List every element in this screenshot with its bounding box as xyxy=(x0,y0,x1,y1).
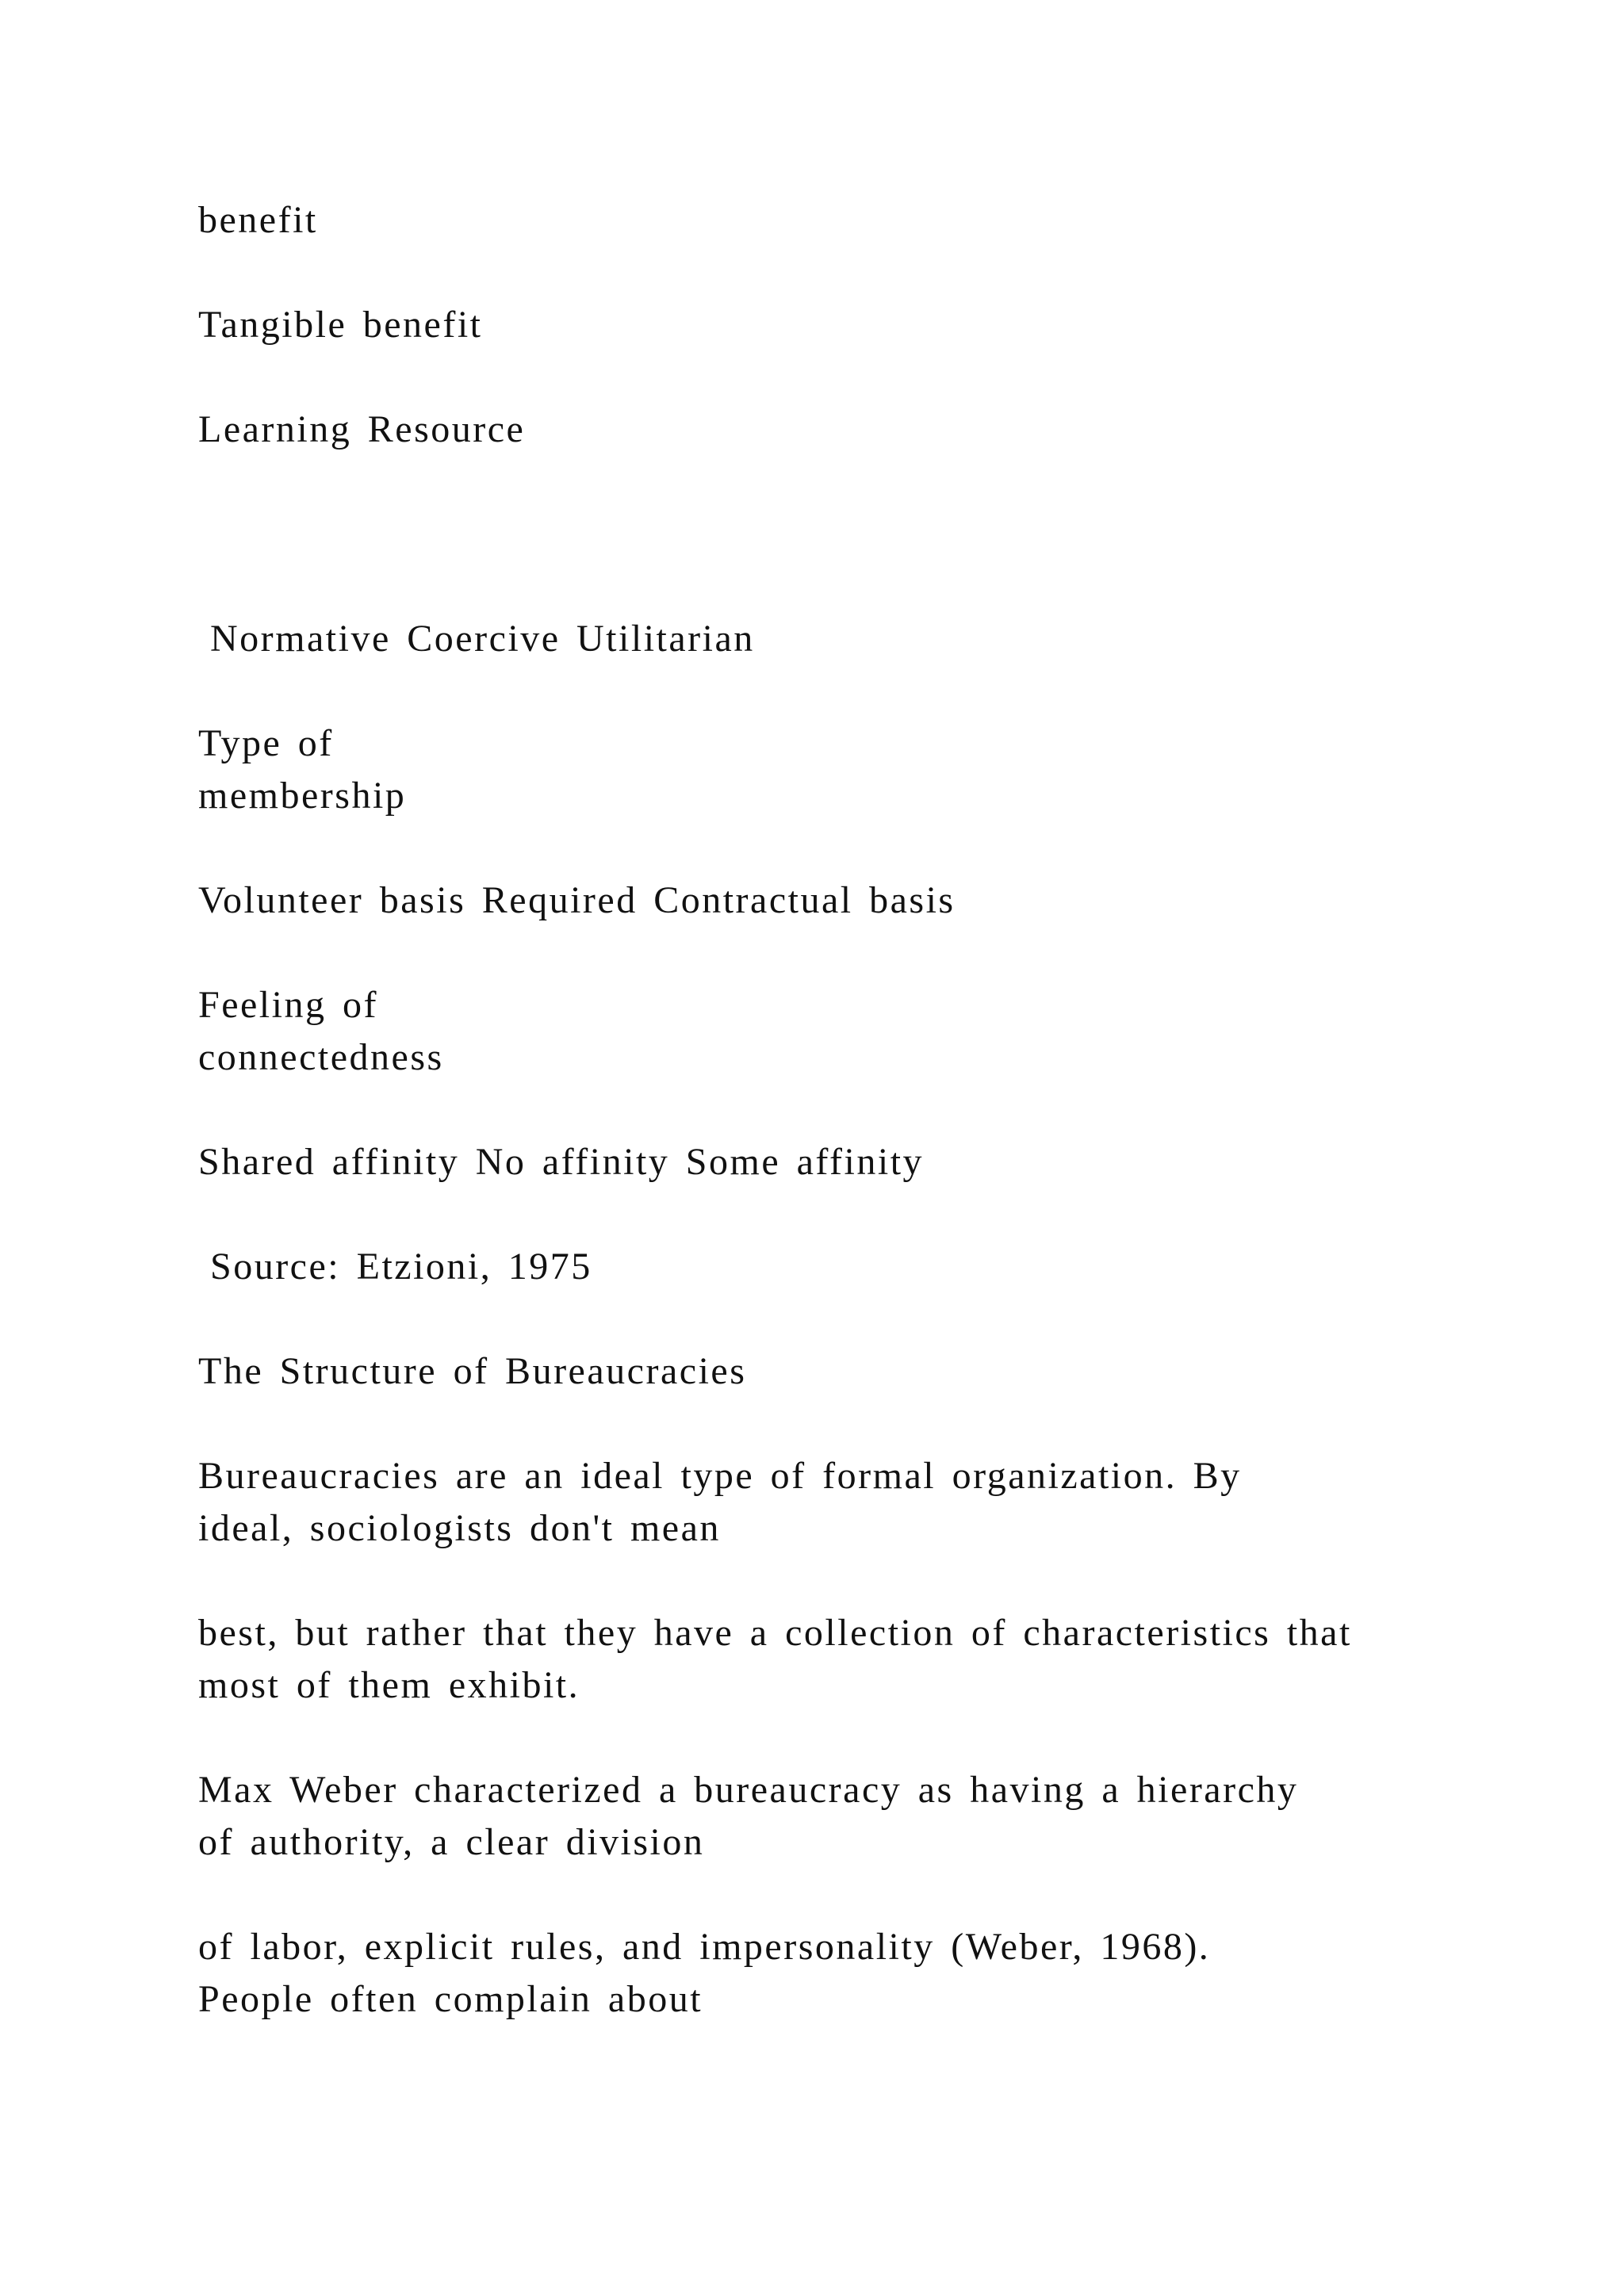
paragraph-line: best, but rather that they have a collection of characteristics that xyxy=(198,1612,1352,1654)
source-citation: Source: Etzioni, 1975 xyxy=(210,1246,592,1288)
table-row-label: Feeling of xyxy=(198,984,378,1026)
text-line: benefit xyxy=(198,199,318,241)
text-line: Tangible benefit xyxy=(198,304,483,346)
table-header-row: Normative Coercive Utilitarian xyxy=(210,618,755,660)
paragraph-line: of labor, explicit rules, and impersonality (Weber, 1968). xyxy=(198,1926,1211,1968)
paragraph-line: of authority, a clear division xyxy=(198,1821,705,1863)
paragraph-line: Max Weber characterized a bureaucracy as having a hierarchy xyxy=(198,1769,1299,1811)
paragraph-line: Bureaucracies are an ideal type of formal organization. By xyxy=(198,1455,1242,1497)
table-row-values: Shared affinity No affinity Some affinity xyxy=(198,1141,925,1183)
table-row-label: connectedness xyxy=(198,1036,444,1078)
section-heading: The Structure of Bureaucracies xyxy=(198,1350,747,1392)
paragraph-line: ideal, sociologists don't mean xyxy=(198,1507,721,1549)
table-row-values: Volunteer basis Required Contractual basis xyxy=(198,879,956,921)
table-row-label: membership xyxy=(198,775,407,817)
table-row-label: Type of xyxy=(198,722,334,764)
paragraph-line: People often complain about xyxy=(198,1978,703,2020)
text-line: Learning Resource xyxy=(198,408,526,450)
paragraph-line: most of them exhibit. xyxy=(198,1664,580,1706)
